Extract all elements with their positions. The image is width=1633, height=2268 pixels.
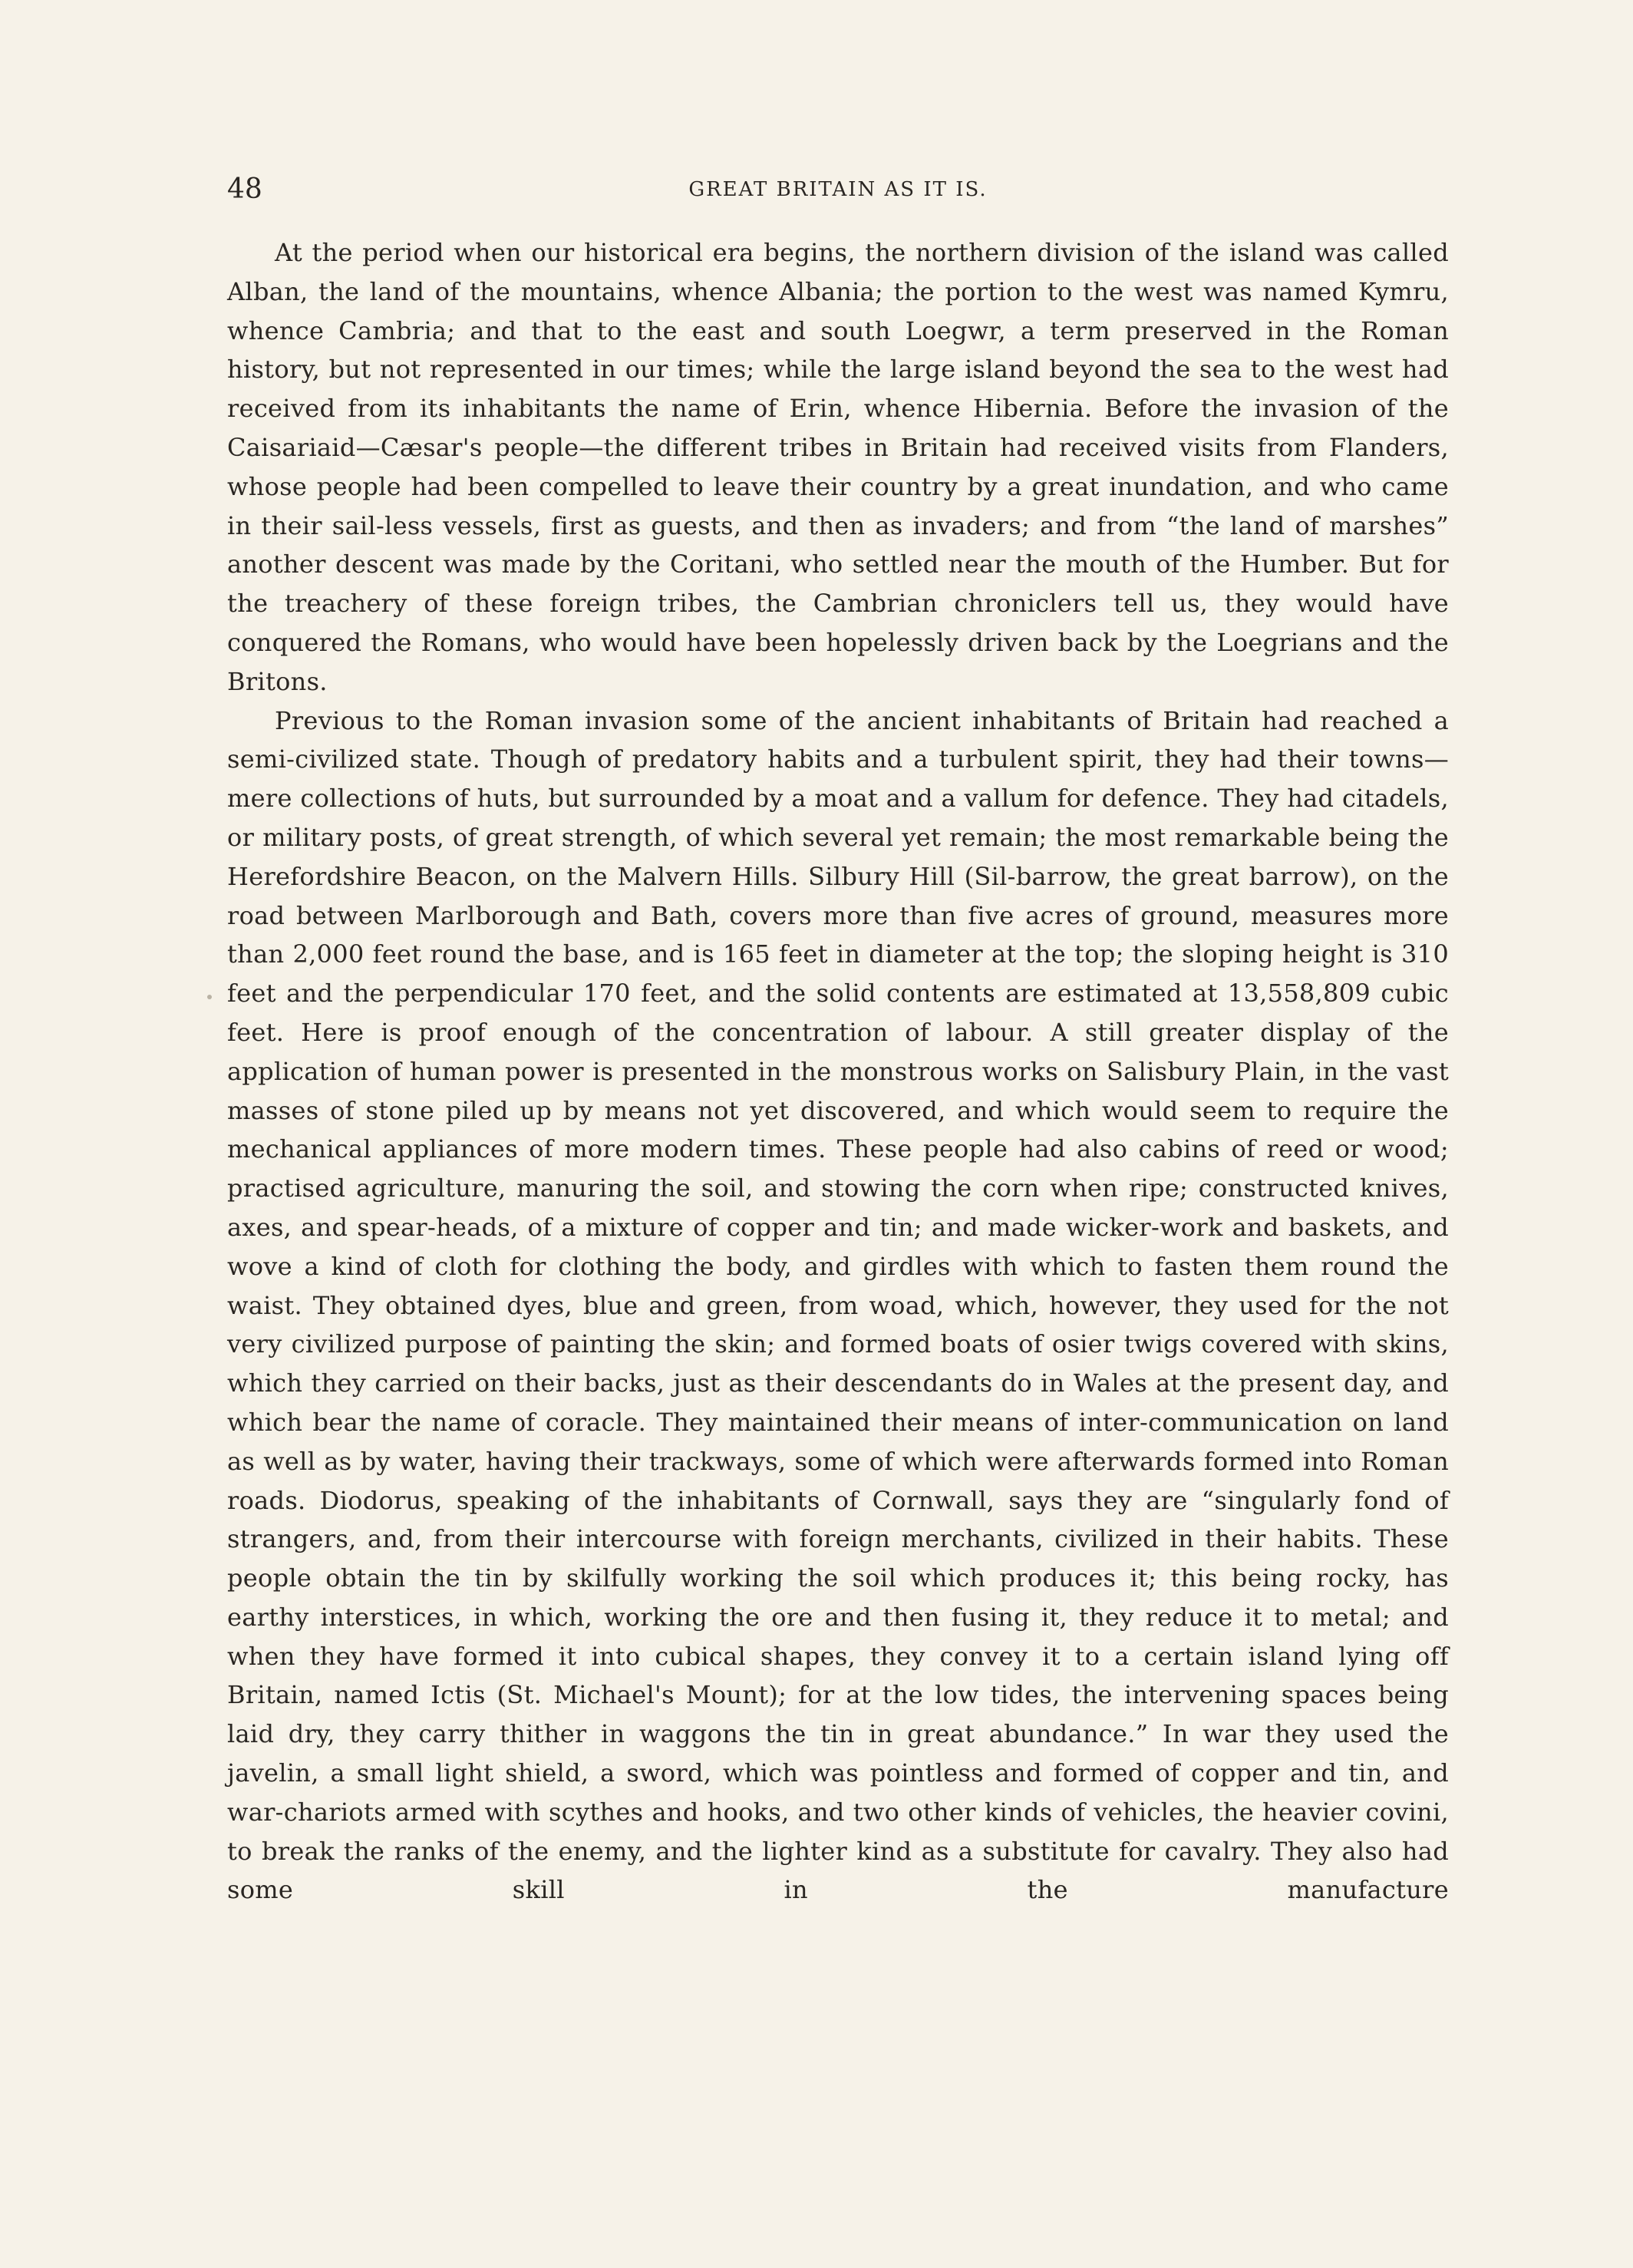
running-head: GREAT BRITAIN AS IT IS.: [688, 178, 988, 201]
paragraph-roman-invasion: Previous to the Roman invasion some of the ancient inhabitants of Britain had reached a semi-civilized state. Though of predatory habits and a turbulent spirit, they had their towns—mere collections of huts, but surrounded by a moat and a vallum for defence. They had citadels, or military posts, of great strength, of which several yet remain; the most remarkable being the Herefordshire Beacon, on the Malvern Hills. Silbury Hill (Sil-barrow, the great barrow), on the road between Marlborough and Bath, covers more than five acres of ground, measures more than 2,000 feet round the base, and is 165 feet in diameter at the top; the sloping height is 310 feet and the perpendicular 170 feet, and the solid contents are estimated at 13,558,809 cubic feet. Here is proof enough of the concentration of labour. A still greater display of the application of human power is presented in the monstrous works on Salisbury Plain, in the vast masses of stone piled up by means not yet discovered, and which would seem to require the mechanical appliances of more modern times. These people had also cabins of reed or wood; practised agriculture, manuring the soil, and stowing the corn when ripe; constructed knives, axes, and spear-heads, of a mixture of copper and tin; and made wicker-work and baskets, and wove a kind of cloth for clothing the body, and girdles with which to fasten them round the waist. They obtained dyes, blue and green, from woad, which, however, they used for the not very civilized purpose of painting the skin; and formed boats of osier twigs covered with skins, which they carried on their backs, just as their descendants do in Wales at the present day, and which bear the name of coracle. They maintained their means of inter-communication on land as well as by water, having their trackways, some of which were afterwards formed into Roman roads. Diodorus, speaking of the inhabitants of Cornwall, says they are “singularly fond of strangers, and, from their intercourse with foreign merchants, civilized in their habits. These people obtain the tin by skilfully working the soil which produces it; this being rocky, has earthy interstices, in which, working the ore and then fusing it, they reduce it to metal; and when they have formed it into cubical shapes, they convey it to a certain island lying off Britain, named Ictis (St. Michael's Mount); for at the low tides, the intervening spaces being laid dry, they carry thither in waggons the tin in great abundance.” In war they used the javelin, a small light shield, a sword, which was pointless and formed of copper and tin, and war-chariots armed with scythes and hooks, and two other kinds of vehicles, the heavier covini, to break the ranks of the enemy, and the lighter kind as a substitute for cavalry. They also had some skill in the manufacture: [227, 705, 1449, 1905]
page-header: [227, 173, 1449, 212]
margin-speck: [207, 995, 212, 999]
body-text: [227, 233, 1449, 1910]
page-number: 48: [227, 173, 262, 205]
paragraph-alban: At the period when our historical era begins, the northern division of the island was called Alban, the land of the mountains, whence Albania; the portion to the west was named Kymru, whence Cambria; and that to the east and south Loegwr, a term preserved in the Roman history, but not represented in our times; while the large island beyond the sea to the west had received from its inhabitants the name of Erin, whence Hibernia. Before the invasion of the Caisariaid—Cæsar's people—the different tribes in Britain had received visits from Flanders, whose people had been compelled to leave their country by a great inundation, and who came in their sail-less vessels, first as guests, and then as invaders; and from “the land of marshes” another descent was made by the Coritani, who settled near the mouth of the Humber. But for the treachery of these foreign tribes, the Cambrian chroniclers tell us, they would have conquered the Romans, who would have been hopelessly driven back by the Loegrians and the Britons.: [227, 238, 1449, 696]
